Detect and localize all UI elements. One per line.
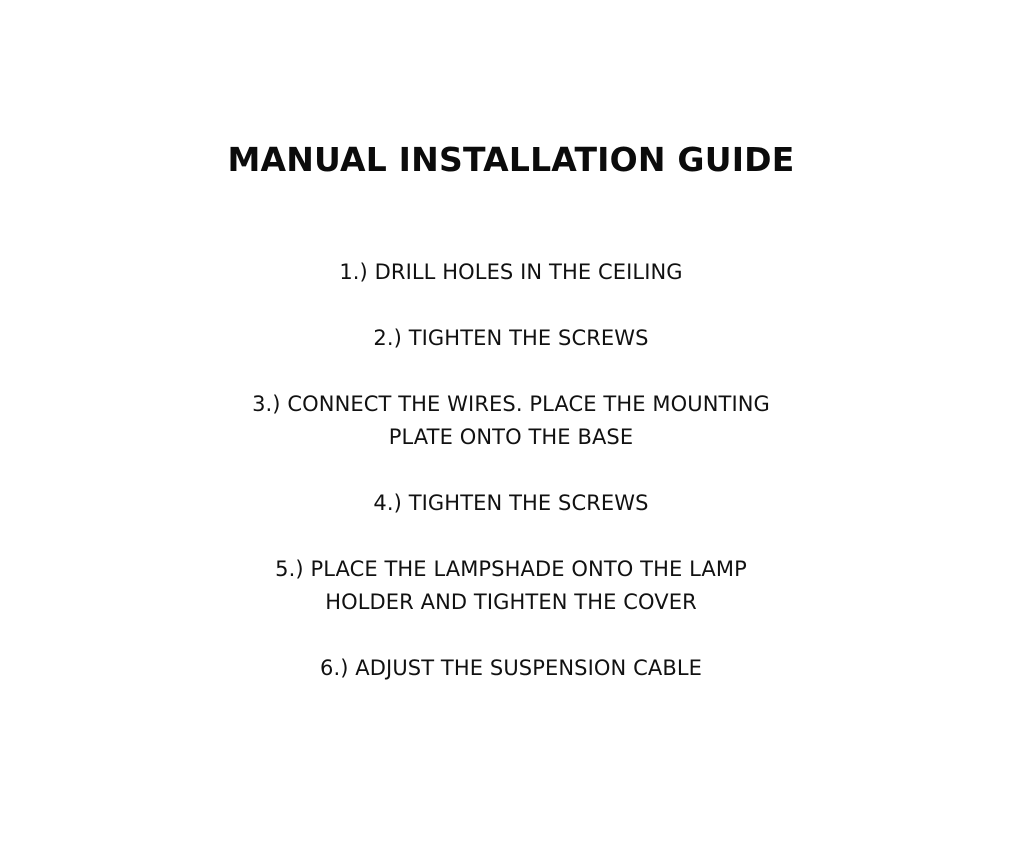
step-3-text-line-1: 3.) CONNECT THE WIRES. PLACE THE MOUNTING (252, 392, 770, 416)
step-3-text-line-2: PLATE ONTO THE BASE (388, 425, 634, 449)
step-6 (0, 652, 1022, 685)
step-4-text: 4.) TIGHTEN THE SCREWS (373, 491, 649, 515)
step-5-text-line-2: HOLDER AND TIGHTEN THE COVER (325, 590, 697, 614)
step-1-text: 1.) DRILL HOLES IN THE CEILING (339, 260, 683, 284)
step-6-text: 6.) ADJUST THE SUSPENSION CABLE (319, 656, 702, 680)
step-5-text-line-1: 5.) PLACE THE LAMPSHADE ONTO THE LAMP (275, 557, 747, 581)
step-5 (0, 553, 1022, 619)
step-3 (0, 388, 1022, 454)
step-2 (0, 322, 1022, 355)
step-1 (0, 256, 1022, 289)
page-title: MANUAL INSTALLATION GUIDE (227, 140, 795, 179)
step-2-text: 2.) TIGHTEN THE SCREWS (373, 326, 649, 350)
step-4 (0, 487, 1022, 520)
installation-steps-list (0, 256, 1022, 718)
